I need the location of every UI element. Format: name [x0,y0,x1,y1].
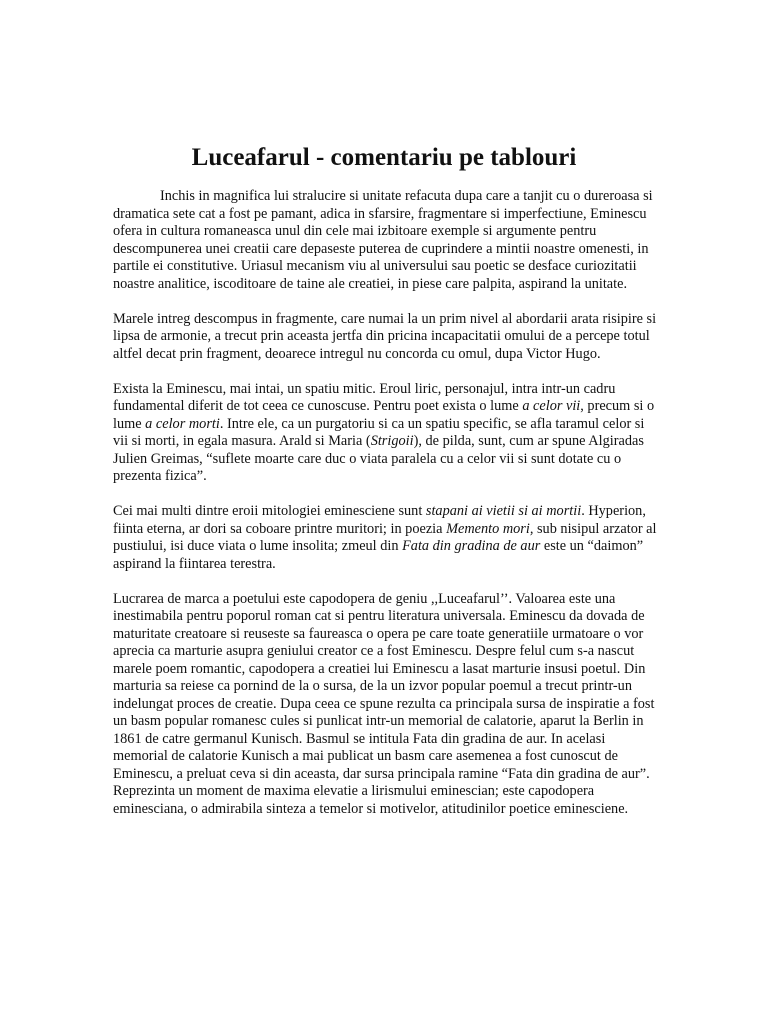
italic-phrase: stapani ai vietii si ai mortii [425,503,582,519]
paragraph-text: sub nisipul arzator al pustiului, isi duce viata o lume insolita; zmeul din [113,520,657,554]
paragraph-1 [113,188,657,293]
italic-phrase: a celor morti [145,415,220,432]
paragraph-text: . Intre ele, ca un purgatoriu si ca un spatiu specific, se afla taramul celor si vii si morti, in egala masura. Arald si Maria ( [113,415,645,449]
paragraph-text: Exista la Eminescu, mai intai, un spatiu mitic. Eroul liric, personajul, intra intr-un cadru fundamental diferit de tot ceea ce cunoscuse. Pentru poet exista o lume [113,380,616,414]
paragraph-text: , precum si o lume [113,398,655,432]
paragraph-text: Inchis in magnifica lui stralucire si unitate refacuta dupa care a tanjit cu o dureroasa si dramatica sete cat a fost pe pamant, adica in sfarsire, fragmentare si imperfectiune, Eminescu ofera in cultura romaneasca unul din cele mai izbitoare exemple si argumente pentru descompunerea unei creatii care depaseste puterea de cuprindere a mintii noastre omenesti, in partile ei constitutive. Uriasul mecanism viu al universului sau poetic se desface curiozitatii noastre analitice, iscoditoare de taine ale creatiei, in piese care palpita, aspirand la unitate. [113,188,653,292]
paragraph-2 [113,311,657,364]
page-title: Luceafarul - comentariu pe tablouri [191,144,577,171]
paragraph-3 [113,381,657,486]
paragraph-5 [113,591,657,819]
italic-phrase: Memento mori, [446,520,534,537]
document-body [113,188,657,836]
paragraph-text: ), de pilda, sunt, cum ar spune Algiradas Julien Greimas, “suflete moarte care duc o viata paralela cu a celor vii si sunt dotate cu o prezenta fizica”. [113,433,644,484]
italic-phrase: Fata din gradina de aur [402,538,541,554]
paragraph-text: Marele intreg descompus in fragmente, care numai la un prim nivel al abordarii arata risipire si lipsa de armonie, a trecut prin aceasta jertfa din pricina incapacitatii omului de a percepe totul altfel decat prin fragment, deoarece intregul nu concorda cu omul, dupa Victor Hugo. [113,310,657,362]
italic-phrase: Strigoii [370,433,414,449]
paragraph-text: este un “daimon” aspirand la fiintarea terestra. [113,538,644,572]
italic-phrase: a celor vii [522,398,581,414]
paragraph-text: Lucrarea de marca a poetului este capodopera de geniu ,,Luceafarul’’. Valoarea este una inestimabila pentru poporul roman cat si pentru literatura universala. Eminescu da dovada de maturitate creatoare si reuseste sa faureasca o opera pe care toate generatiile urmatoare o vor aprecia ca marturie asupra geniului creator ce a fost Eminescu. Despre felul cum s-a nascut marele poem romantic, capodopera a creatiei lui Eminescu a lasat marturie insusi poetul. Din marturia sa reiese ca pornind de la o sursa, de la un izvor popular poemul a trecut printr-un indelungat proces de creatie. Dupa ceea ce spune rezulta ca principala sursa de inspiratie a fost un basm popular romanesc cules si punlicat intr-un memorial de calatorie, aparut la Berlin in 1861 de catre germanul Kunisch. Basmul se intitula Fata din gradina de aur. In acelasi memorial de calatorie Kunisch a mai publicat un basm care asemenea a fost cunoscut de Eminescu, a preluat ceva si din aceasta, dar sursa principala ramine “Fata din gradina de aur”. Reprezinta un moment de maxima elevatie a lirismului eminescian; este capodopera eminesciana, o admirabila sinteza a temelor si motivelor, atitudinilor poetice eminesciene. [113,590,655,817]
paragraph-text: . Hyperion, fiinta eterna, ar dori sa coboare printre muritori; in poezia [113,503,646,537]
paragraph-4 [113,503,657,573]
paragraph-text: Cei mai multi dintre eroii mitologiei eminesciene sunt [113,503,426,519]
